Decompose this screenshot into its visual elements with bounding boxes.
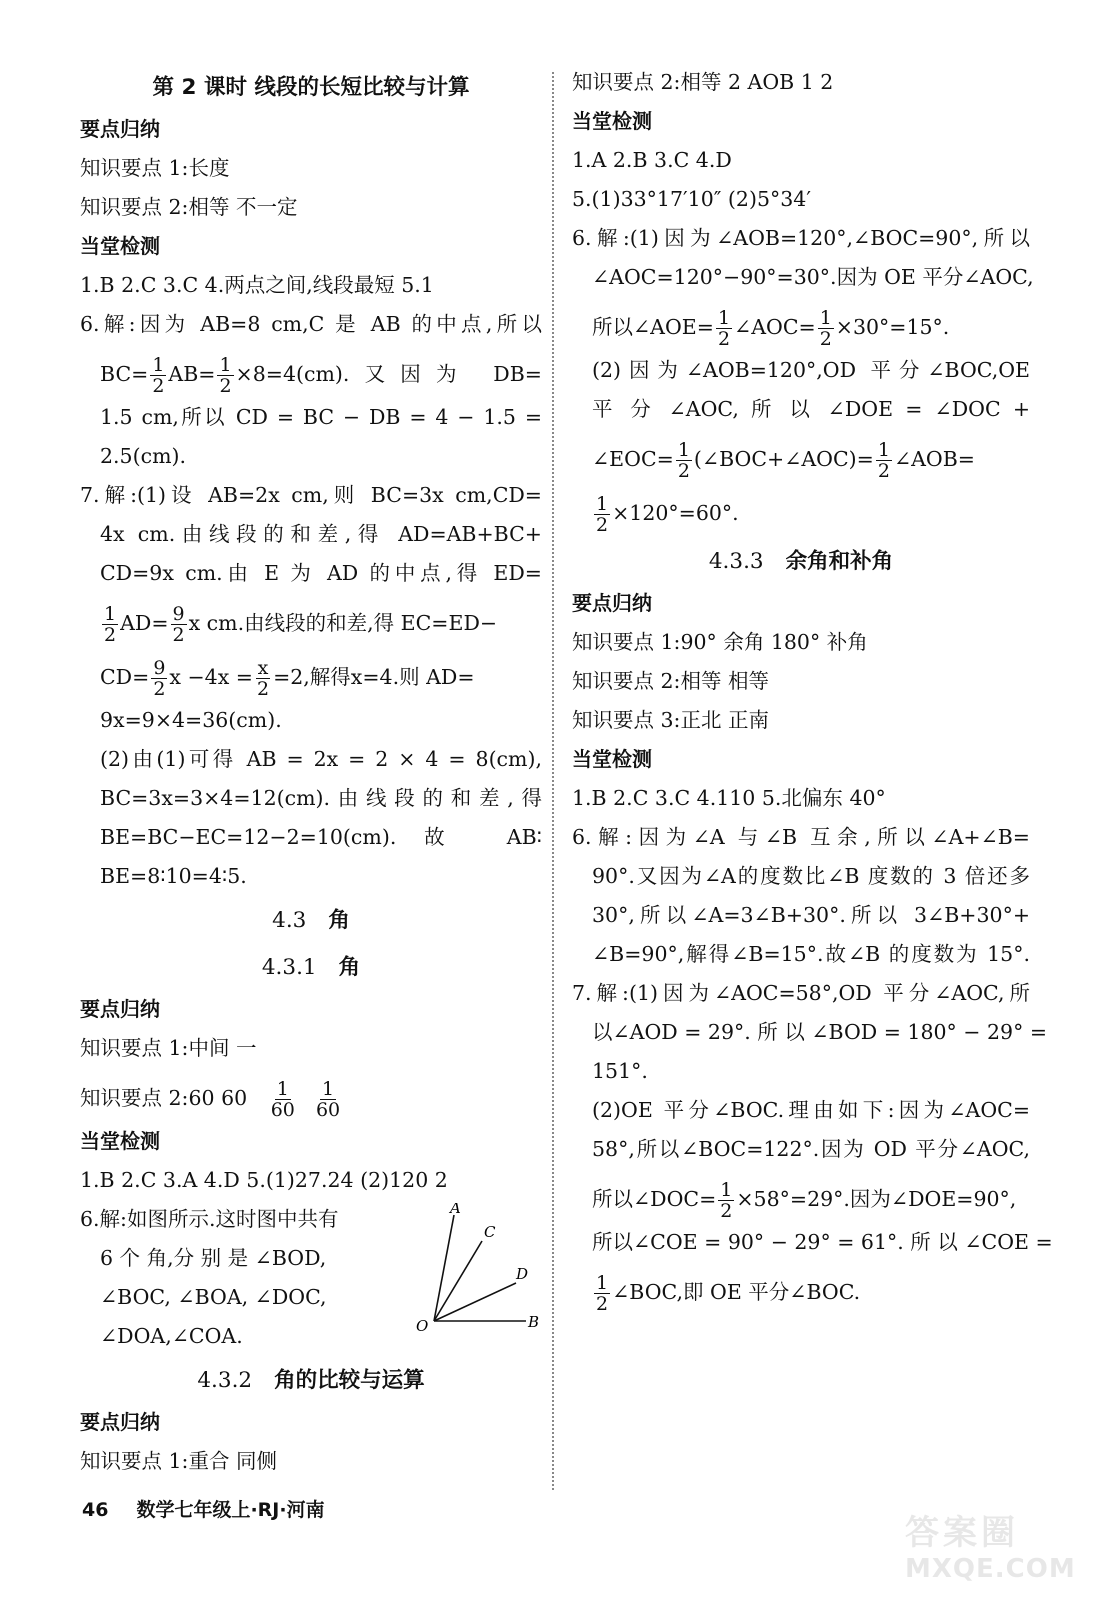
right-column (572, 70, 1053, 1323)
knowledge-point-1: 知识要点 1:中间 一 (80, 1036, 257, 1060)
q6-line-2 (80, 351, 542, 397)
page-footer (82, 1495, 325, 1522)
q6-line-3: 1.5 cm,所以 CD = BC − DB = 4 − 1.5 = (100, 405, 542, 429)
q6d-line-4: ∠B=90°,解得∠B=15°.故∠B 的度数为 15°. (592, 942, 1030, 966)
answers-1-5: 1.B 2.C 3.C 4.110 5.北偏东 40° (572, 786, 886, 810)
text-span: BC= (100, 362, 149, 386)
answers-1-5: 1.B 2.C 3.A 4.D 5.(1)27.24 (2)120 2 (80, 1168, 448, 1192)
check-heading: 当堂检测 (80, 1129, 160, 1153)
text-span: (∠BOC+∠AOC)= (693, 447, 874, 471)
q6c-line-4: (2)因为∠AOB=120°,OD 平分∠BOC,OE (592, 358, 1030, 382)
fraction: $\frac{1}{2}$ (596, 1272, 609, 1315)
knowledge-point-3: 知识要点 3:正北 正南 (572, 708, 769, 732)
q7-line-6: 9x=9×4=36(cm). (100, 708, 282, 732)
q7d-line-1: 7.解:(1)因为∠AOC=58°,OD 平分∠AOC,所 (572, 981, 1030, 1005)
answers-1-5: 1.B 2.C 3.C 4.两点之间,线段最短 5.1 (80, 273, 434, 297)
q6c-line-1: 6.解:(1)因为∠AOB=120°,∠BOC=90°,所以 (572, 226, 1030, 250)
column-divider (552, 72, 554, 1490)
text-span: CD= (100, 665, 150, 689)
q6-with-figure (80, 1203, 542, 1349)
q6b-line-3: ∠BOC, ∠BOA, ∠DOC, (100, 1285, 327, 1309)
text-span: x −4x = (169, 665, 253, 689)
knowledge-point-2: 知识要点 2:相等 相等 (572, 669, 769, 693)
angle-figure (412, 1203, 542, 1338)
q6c-line-6 (572, 436, 1030, 482)
q6b-line-1: 6.解:如图所示.这时图中共有 (80, 1207, 339, 1231)
book-info: 数学七年级上·RJ·河南 (136, 1499, 325, 1521)
q7d-line-6 (572, 1176, 1030, 1222)
watermark-logo: 答案圈 (905, 1513, 1019, 1553)
q7-line-9: BE=BC−EC=12−2=10(cm).故 AB∶ (100, 825, 542, 849)
check-heading: 当堂检测 (572, 747, 652, 771)
q7d-line-3: 151°. (592, 1059, 648, 1083)
text-span: =2,解得x=4.则 AD= (273, 665, 475, 689)
knowledge-point-1: 知识要点 1:重合 同侧 (80, 1449, 277, 1473)
q7d-line-2: 以∠AOD = 29°. 所 以 ∠BOD = 180° − 29° = (592, 1020, 1048, 1044)
fraction: $\frac{1}{2}$ (819, 307, 832, 350)
q7-line-2: 4x cm.由线段的和差,得 AD=AB+BC+ (100, 522, 542, 546)
q7-line-4 (80, 600, 542, 646)
text-span: AB= (168, 362, 216, 386)
fraction: $\frac{1}{60}$ (315, 1078, 341, 1121)
text-span: 所以∠DOC= (592, 1187, 717, 1211)
fraction: $\frac{1}{2}$ (152, 354, 165, 397)
q7d-line-8 (572, 1269, 1030, 1315)
knowledge-point-2: 知识要点 2:相等 不一定 (80, 195, 298, 219)
fraction: $\frac{1}{2}$ (720, 1179, 733, 1222)
text-span: ∠EOC= (592, 447, 674, 471)
answer-5: 5.(1)33°17′10″ (2)5°34′ (572, 187, 812, 211)
fraction: $\frac{1}{2}$ (717, 307, 731, 350)
watermark (905, 1505, 1085, 1595)
text-span: ×120°=60°. (612, 501, 739, 525)
text-span: ∠BOC,即 OE 平分∠BOC. (612, 1280, 861, 1304)
q6b-line-2: 6 个 角,分 别 是 ∠BOD, (100, 1246, 327, 1270)
q6c-line-7 (572, 490, 1030, 536)
fraction: $\frac{1}{2}$ (219, 354, 232, 397)
fraction: $\frac{9}{2}$ (172, 603, 185, 646)
text-span: ×8=4(cm).又因为 DB= (235, 362, 542, 386)
answers-1-4: 1.A 2.B 3.C 4.D (572, 148, 732, 172)
section-4-3-3-title: 4.3.3 余角和补角 (708, 549, 894, 574)
summary-heading: 要点归纳 (80, 997, 160, 1021)
q6d-line-2: 90°.又因为∠A的度数比∠B 度数的 3 倍还多 (592, 864, 1030, 888)
fraction: $\frac{x}{2}$ (256, 657, 270, 700)
q7-line-3: CD=9x cm.由 E 为 AD 的中点,得 ED= (100, 561, 542, 585)
section-4-3-title: 4.3 角 (272, 908, 350, 933)
knowledge-point-2 (80, 1075, 542, 1121)
summary-heading: 要点归纳 (80, 117, 160, 141)
lesson-title: 第 2 课时 线段的长短比较与计算 (152, 75, 470, 100)
q6-line-1: 6.解:因为 AB=8 cm,C 是 AB 的中点,所以 (80, 312, 542, 336)
text-span: ×30°=15°. (835, 315, 950, 339)
label-o: O (416, 1317, 429, 1335)
q7-line-7: (2)由(1)可得 AB = 2x = 2 × 4 = 8(cm), (100, 747, 542, 771)
q6b-line-4: ∠DOA,∠COA. (100, 1324, 243, 1348)
knowledge-point-1: 知识要点 1:长度 (80, 156, 230, 180)
fraction: $\frac{1}{2}$ (104, 603, 117, 646)
fraction: $\frac{1}{2}$ (596, 493, 609, 536)
label-c: C (484, 1223, 496, 1241)
text-span: x cm.由线段的和差,得 EC=ED− (188, 611, 498, 635)
page-number: 46 (82, 1499, 109, 1521)
check-heading: 当堂检测 (572, 109, 652, 133)
section-4-3-1-title: 4.3.1 角 (261, 955, 361, 980)
summary-heading: 要点归纳 (80, 1410, 160, 1434)
text-span: 所以∠AOE= (592, 315, 714, 339)
text-span: 知识要点 2:60 60 (80, 1086, 248, 1110)
q6c-line-3 (572, 304, 1030, 350)
q6d-line-1: 6.解:因为∠A 与∠B 互余,所以∠A+∠B= (572, 825, 1030, 849)
label-d: D (516, 1265, 529, 1283)
text-span: ×58°=29°.因为∠DOE=90°, (736, 1187, 1017, 1211)
q7d-line-7: 所以∠COE = 90° − 29° = 61°. 所 以 ∠COE = (592, 1230, 1053, 1254)
text-span: AD= (120, 611, 169, 635)
q7-line-8: BC=3x=3×4=12(cm).由线段的和差,得 (100, 786, 542, 810)
section-4-3-2-title: 4.3.2 角的比较与运算 (197, 1368, 425, 1393)
q7-line-10: BE=8∶10=4∶5. (100, 864, 247, 888)
fraction: $\frac{1}{2}$ (877, 439, 890, 482)
watermark-url: MXQE.COM (905, 1554, 1076, 1584)
q7-line-1: 7.解:(1)设 AB=2x cm,则 BC=3x cm,CD= (80, 483, 542, 507)
knowledge-point-2: 知识要点 2:相等 2 AOB 1 2 (572, 70, 834, 94)
summary-heading: 要点归纳 (572, 591, 652, 615)
q6-line-4: 2.5(cm). (100, 444, 187, 468)
left-column (80, 70, 542, 1488)
knowledge-point-1: 知识要点 1:90° 余角 180° 补角 (572, 630, 868, 654)
check-heading: 当堂检测 (80, 234, 160, 258)
fraction: $\frac{9}{2}$ (153, 657, 166, 700)
q7d-line-5: 58°,所以∠BOC=122°.因为 OD 平分∠AOC, (592, 1137, 1030, 1161)
fraction: $\frac{1}{2}$ (677, 439, 690, 482)
q6c-line-5: 平 分 ∠AOC, 所 以 ∠DOE = ∠DOC + (592, 397, 1030, 421)
text-span: ∠AOB= (893, 447, 975, 471)
label-b: B (528, 1313, 540, 1331)
text-span: ∠AOC= (734, 315, 816, 339)
q7d-line-4: (2)OE 平分∠BOC.理由如下:因为∠AOC= (592, 1098, 1030, 1122)
fraction: $\frac{1}{60}$ (270, 1078, 295, 1121)
q7-line-5 (80, 654, 542, 700)
q6c-line-2: ∠AOC=120°−90°=30°.因为 OE 平分∠AOC, (592, 265, 1034, 289)
label-a: A (450, 1203, 461, 1217)
q6d-line-3: 30°,所以∠A=3∠B+30°.所以 3∠B+30°+ (592, 903, 1030, 927)
